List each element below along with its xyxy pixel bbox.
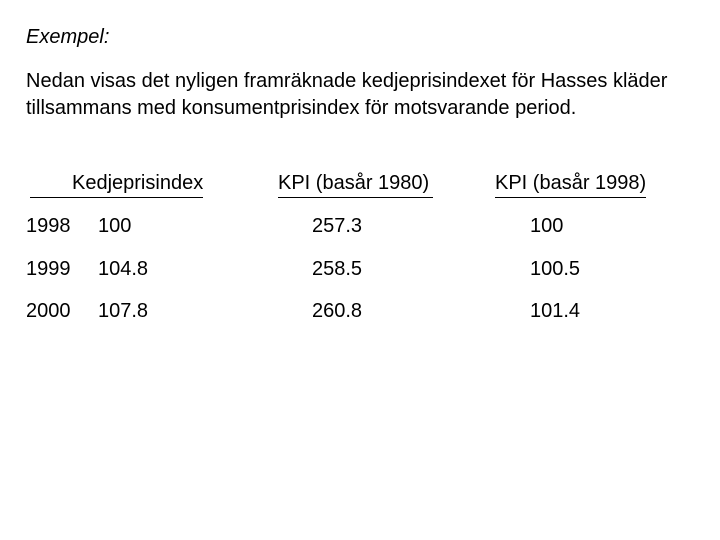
intro-paragraph: Nedan visas det nyligen framräknade kedjeprisindexet för Hasses kläder tillsammans med konsumentprisindex för motsvarande period. [26, 70, 668, 119]
row-kpi-1998: 101.4 [530, 300, 581, 322]
row-kedjeprisindex: 100 [98, 215, 132, 237]
row-kedjeprisindex: 104.8 [98, 258, 149, 280]
row-year: 1998 [26, 215, 71, 237]
row-year: 2000 [26, 300, 71, 322]
row-year: 1999 [26, 258, 71, 280]
row-kpi-1980: 257.3 [312, 215, 363, 237]
row-kpi-1980: 260.8 [312, 300, 363, 322]
column-header-kpi-1980: KPI (basår 1980) [278, 170, 433, 198]
row-kpi-1980: 258.5 [312, 258, 363, 280]
row-kpi-1998: 100 [530, 215, 564, 237]
column-header-kedjeprisindex: Kedjeprisindex [30, 170, 203, 198]
example-heading: Exempel: [26, 26, 110, 48]
row-kpi-1998: 100.5 [530, 258, 581, 280]
row-kedjeprisindex: 107.8 [98, 300, 149, 322]
column-header-kpi-1998: KPI (basår 1998) [495, 170, 646, 198]
